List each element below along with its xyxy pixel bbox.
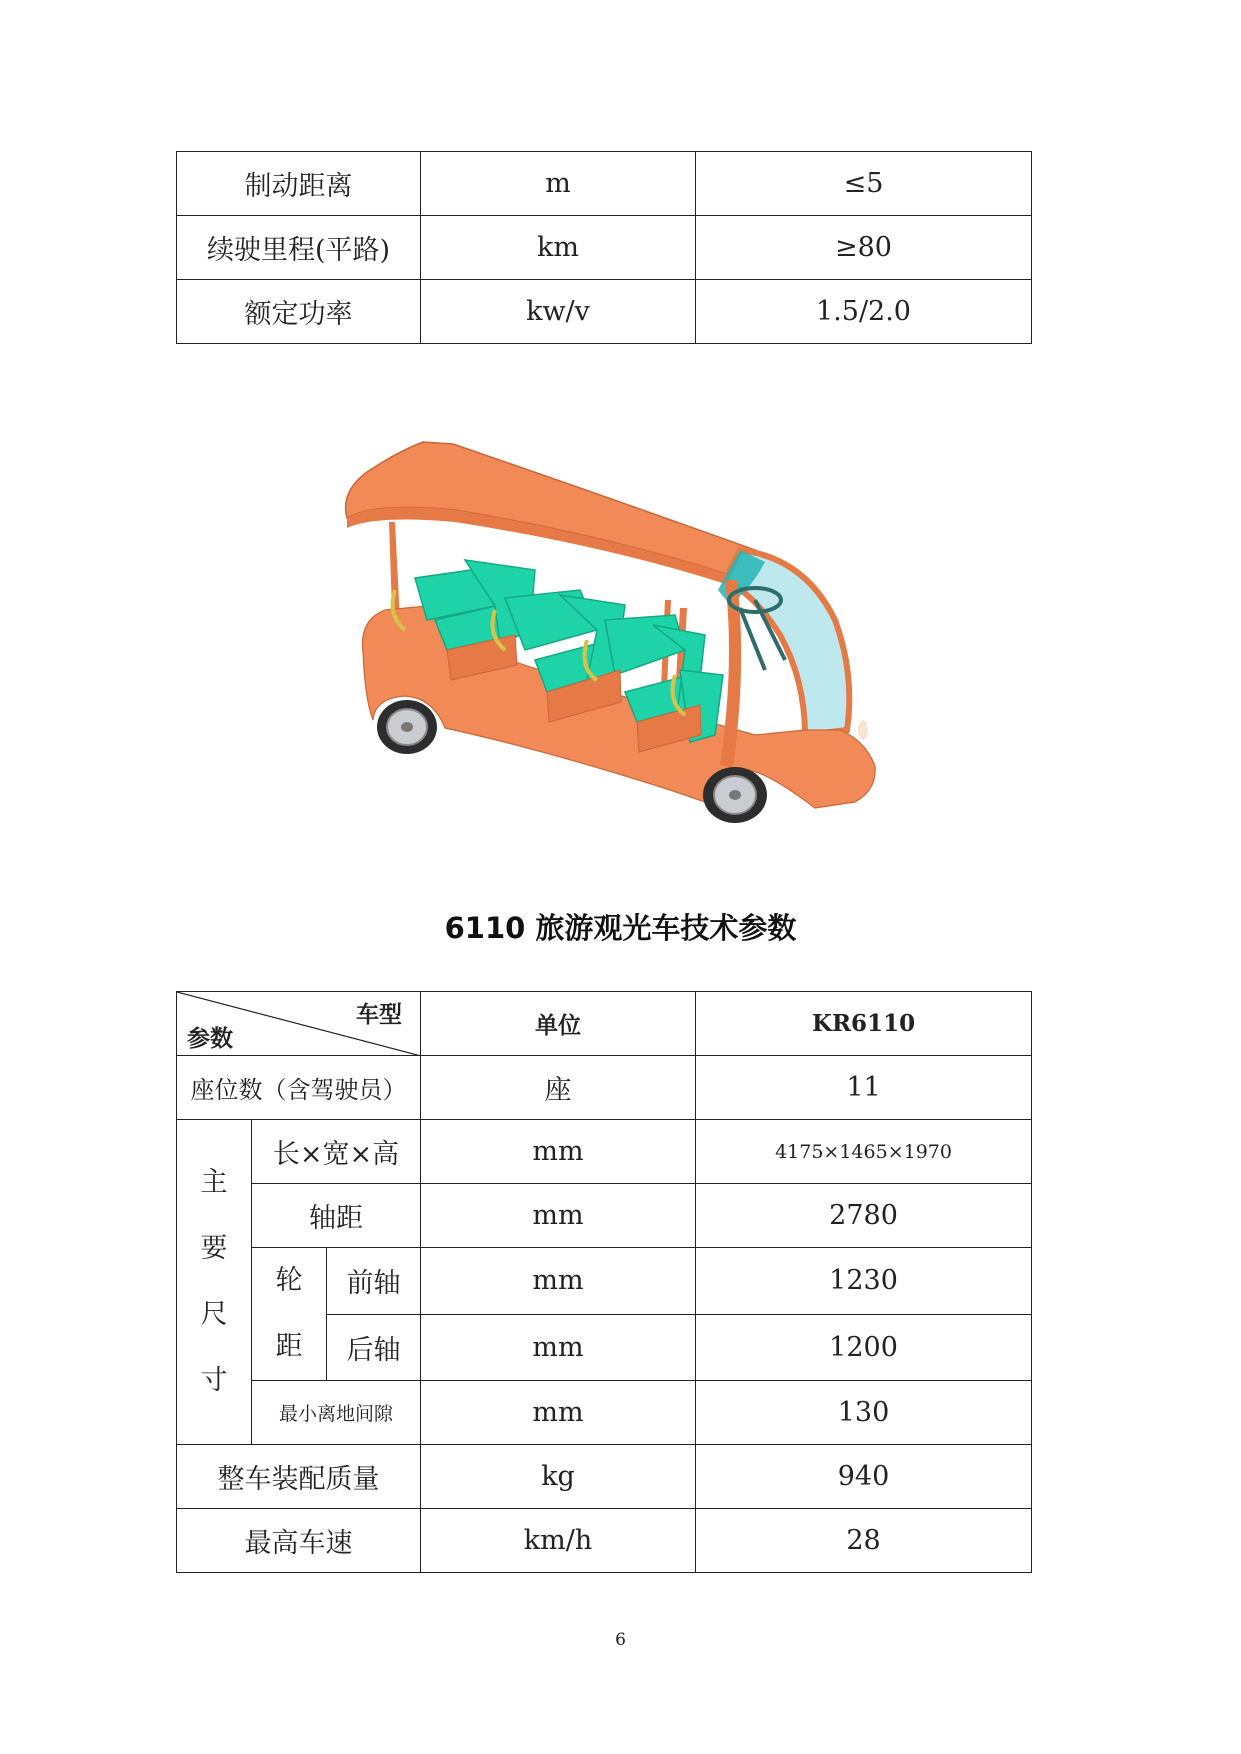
table-row (177, 216, 1032, 280)
unit-cell: 座 (421, 1056, 696, 1120)
unit-cell: mm (421, 1248, 696, 1315)
table-row (177, 1184, 1032, 1248)
unit-cell: kw/v (421, 280, 696, 344)
diagonal-header-cell (177, 992, 421, 1056)
value-cell: 2780 (696, 1184, 1032, 1248)
param-cell: 最小离地间隙 (252, 1381, 421, 1445)
table-row (177, 1509, 1032, 1573)
header-model: KR6110 (696, 992, 1032, 1056)
table-title: 6110 旅游观光车技术参数 (444, 911, 797, 945)
param-cell: 最高车速 (177, 1509, 421, 1573)
unit-cell: mm (421, 1381, 696, 1445)
sightseeing-cart-image (335, 430, 915, 830)
unit-cell: km (421, 216, 696, 280)
table-row (177, 1381, 1032, 1445)
param-cell: 长×宽×高 (252, 1120, 421, 1184)
value-cell: ≤5 (696, 152, 1032, 216)
track-group-label: 轮 距 (252, 1248, 327, 1381)
header-model-label: 车型 (356, 1002, 403, 1028)
param-cell: 座位数（含驾驶员） (177, 1056, 421, 1120)
param-cell: 前轴 (327, 1248, 421, 1315)
table-row (177, 1445, 1032, 1509)
table-header-row (177, 992, 1032, 1056)
value-cell: 130 (696, 1381, 1032, 1445)
value-cell: 1.5/2.0 (696, 280, 1032, 344)
unit-cell: mm (421, 1120, 696, 1184)
param-cell: 额定功率 (177, 280, 421, 344)
table-row (177, 280, 1032, 344)
param-cell: 后轴 (327, 1314, 421, 1381)
unit-cell: mm (421, 1314, 696, 1381)
page-number: 6 (615, 1630, 626, 1650)
unit-cell: kg (421, 1445, 696, 1509)
unit-cell: m (421, 152, 696, 216)
value-cell: 940 (696, 1445, 1032, 1509)
value-cell: 1200 (696, 1314, 1032, 1381)
table-row (177, 152, 1032, 216)
table-row (177, 1248, 1032, 1315)
table-row (177, 1120, 1032, 1184)
header-unit: 单位 (421, 992, 696, 1056)
param-cell: 整车装配质量 (177, 1445, 421, 1509)
table-row (177, 1056, 1032, 1120)
param-cell: 轴距 (252, 1184, 421, 1248)
param-cell: 制动距离 (177, 152, 421, 216)
spec-table-continued (176, 151, 1032, 344)
value-cell: 28 (696, 1509, 1032, 1573)
value-cell: 4175×1465×1970 (696, 1120, 1032, 1184)
unit-cell: mm (421, 1184, 696, 1248)
main-dims-group-label: 主 要 尺 寸 (177, 1120, 252, 1445)
value-cell: ≥80 (696, 216, 1032, 280)
header-param-label: 参数 (187, 1026, 233, 1052)
unit-cell: km/h (421, 1509, 696, 1573)
value-cell: 1230 (696, 1248, 1032, 1315)
param-cell: 续驶里程(平路) (177, 216, 421, 280)
spec-table (176, 991, 1032, 1573)
value-cell: 11 (696, 1056, 1032, 1120)
